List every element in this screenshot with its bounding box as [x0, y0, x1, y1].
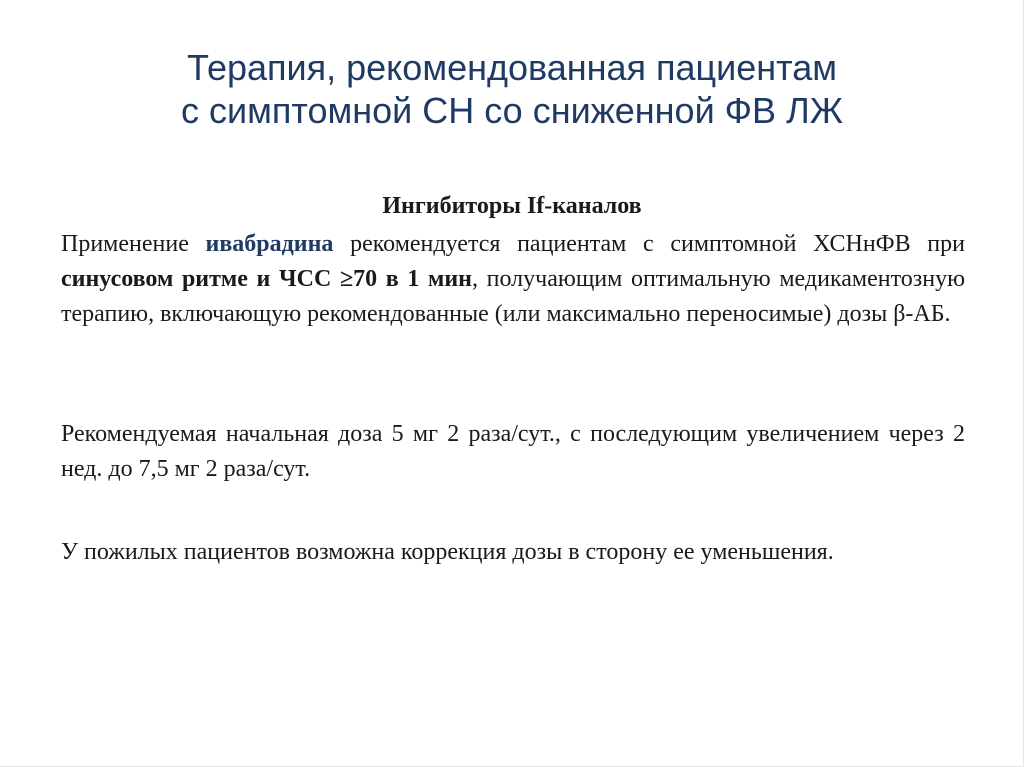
slide-title-line-1: Терапия, рекомендованная пациентам — [186, 47, 838, 88]
indication-condition: синусовом ритме и ЧСС ≥70 в 1 мин — [61, 266, 473, 292]
paragraph-ivabradine-indication — [61, 227, 965, 332]
paragraph1-text-middle: рекомендуется пациентам с симптомной ХСНнФВ при — [333, 231, 965, 257]
section-heading: Ингибиторы If-каналов — [382, 193, 642, 219]
paragraph1-text-start: Применение — [61, 231, 206, 257]
slide-title — [40, 46, 984, 132]
paragraph-dosage: Рекомендуемая начальная доза 5 мг 2 раза/сут., с последующим увеличением через 2 нед. до 7,5 мг 2 раза/сут. — [61, 421, 965, 482]
paragraph-elderly-note: У пожилых пациентов возможна коррекция дозы в сторону ее уменьшения. — [61, 539, 834, 565]
slide-title-line-2: с симптомной СН со сниженной ФВ ЛЖ — [181, 90, 843, 131]
paragraph1-text-end: , получающим оптимальную медикаментозную терапию, включающую рекомендованные (или максимально переносимые) дозы β-АБ. — [61, 266, 965, 327]
drug-name: ивабрадина — [205, 231, 334, 257]
